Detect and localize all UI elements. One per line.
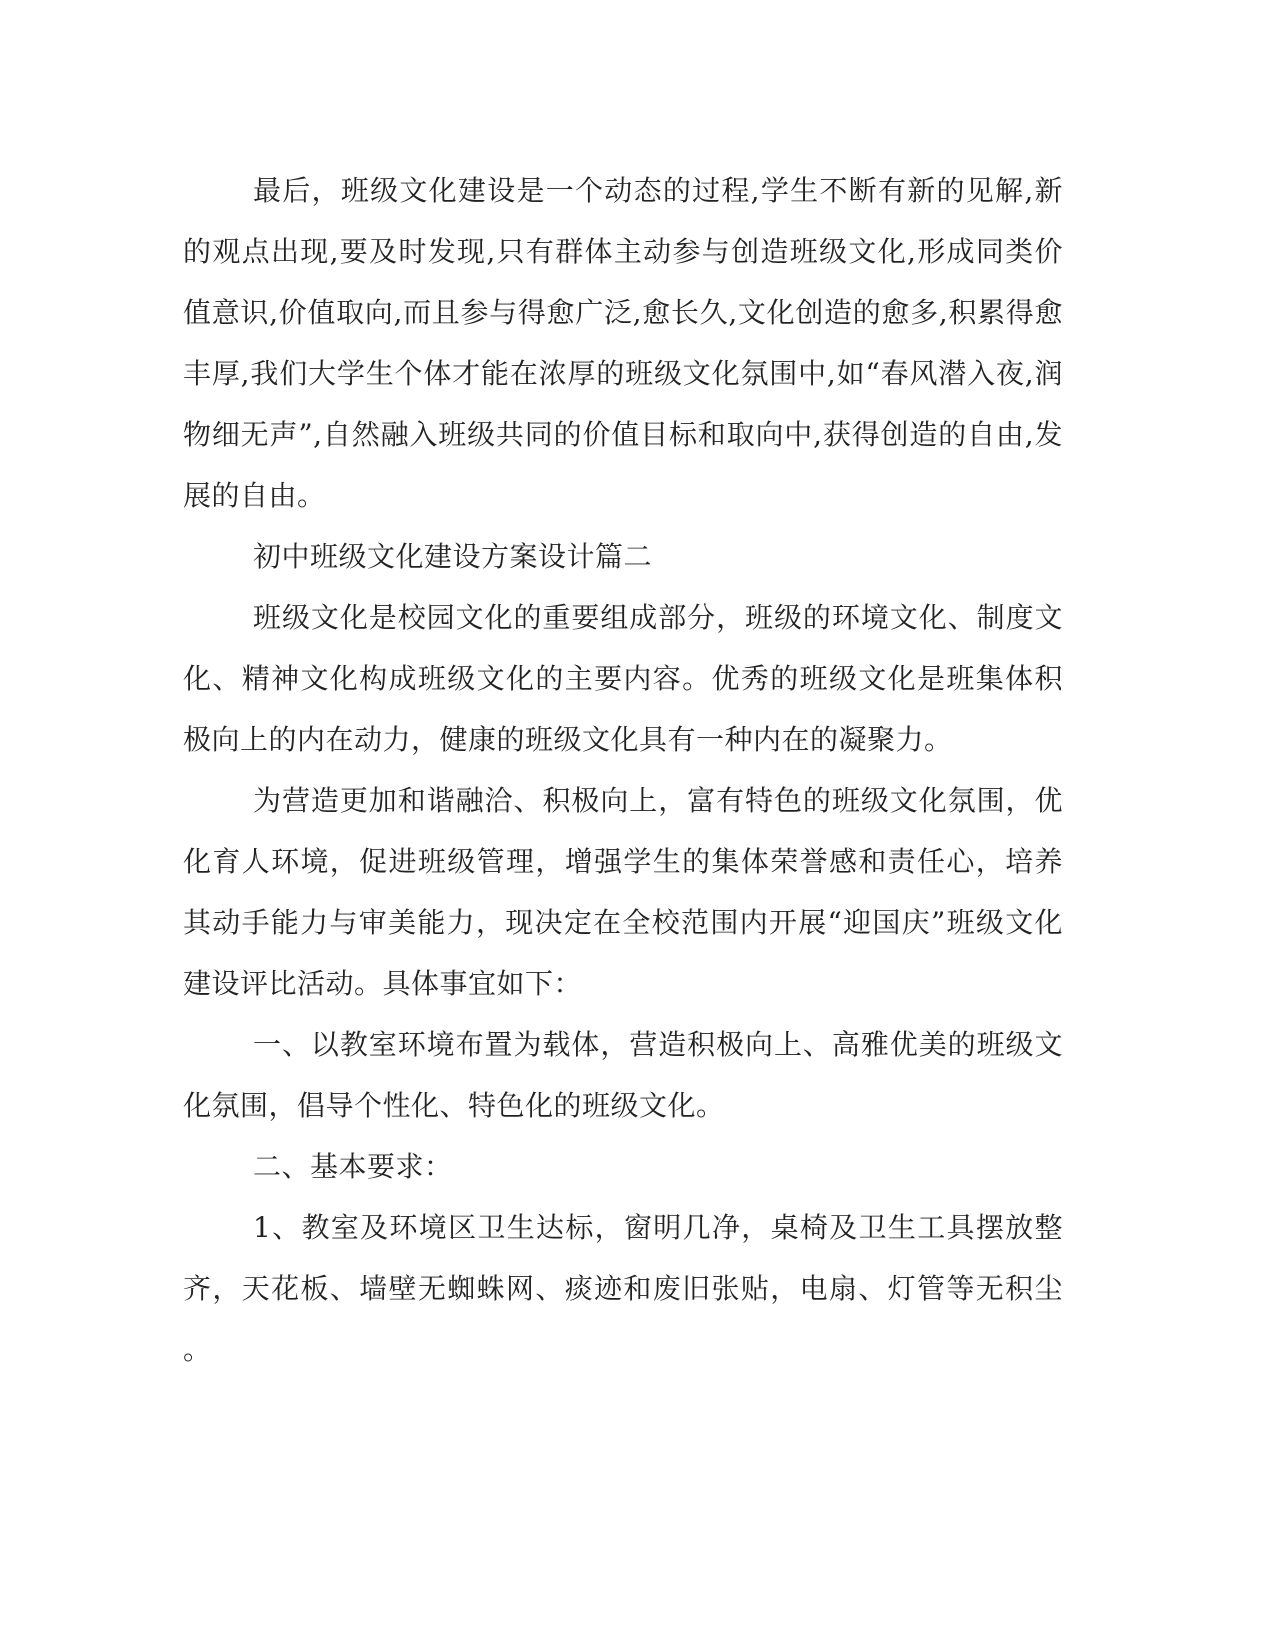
paragraph-intro: 班级文化是校园文化的重要组成部分，班级的环境文化、制度文化、精神文化构成班级文化的主要内容。优秀的班级文化是班集体积极向上的内在动力，健康的班级文化具有一种内在的凝聚力。: [183, 601, 1063, 756]
paragraph-requirement-1: 1、教室及环境区卫生达标，窗明几净，桌椅及卫生工具摆放整齐，天花板、墙壁无蜘蛛网、痰迹和废旧张贴，电扇、灯管等无积尘。: [183, 1211, 1063, 1366]
paragraph-purpose: 为营造更加和谐融洽、积极向上，富有特色的班级文化氛围，优化育人环境，促进班级管理，增强学生的集体荣誉感和责任心，培养其动手能力与审美能力，现决定在全校范围内开展“迎国庆”班级文化建设评比活动。具体事宜如下：: [183, 784, 1063, 1000]
paragraph-conclusion: 最后，班级文化建设是一个动态的过程,学生不断有新的见解,新的观点出现,要及时发现,只有群体主动参与创造班级文化,形成同类价值意识,价值取向,而且参与得愈广泛,愈长久,文化创造的愈多,积累得愈丰厚,我们大学生个体才能在浓厚的班级文化氛围中,如“春风潜入夜,润物细无声”,自然融入班级共同的价值目标和取向中,获得创造的自由,发展的自由。: [183, 174, 1063, 512]
document-body: [183, 160, 1063, 1380]
section-heading: 初中班级文化建设方案设计篇二: [253, 540, 653, 573]
paragraph-item-one: 一、以教室环境布置为载体，营造积极向上、高雅优美的班级文化氛围，倡导个性化、特色化的班级文化。: [183, 1028, 1063, 1122]
paragraph-item-two-heading: 二、基本要求：: [253, 1150, 453, 1183]
